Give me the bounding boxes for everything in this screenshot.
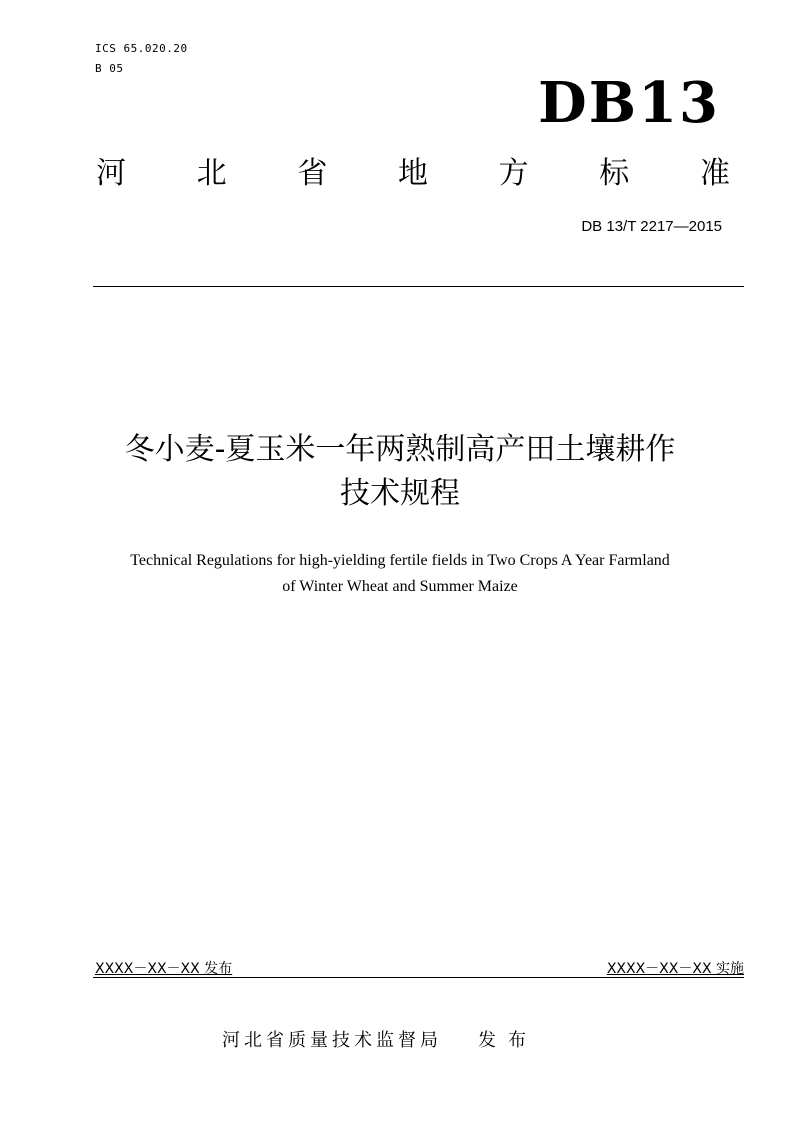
implement-date: XXXX－XX－XX 实施 xyxy=(606,961,744,977)
chinese-title-line: 冬小麦-夏玉米一年两熟制高产田土壤耕作 xyxy=(124,432,676,467)
chinese-title xyxy=(0,428,800,516)
standard-type-char: 方 xyxy=(498,156,529,191)
english-title-line: of Winter Wheat and Summer Maize xyxy=(282,578,518,595)
ics-code: ICS 65.020.20 xyxy=(95,42,188,55)
header-divider xyxy=(93,286,744,287)
english-title-line: Technical Regulations for high-yielding fertile fields in Two Crops A Year Farmland xyxy=(130,552,670,569)
standard-type-char: 河 xyxy=(96,156,126,191)
standard-type-char: 地 xyxy=(397,156,428,191)
chinese-title-line: 技术规程 xyxy=(340,476,460,511)
footer-divider xyxy=(93,977,744,978)
issuer-line xyxy=(222,1028,538,1054)
standard-type-char: 准 xyxy=(699,156,730,191)
standard-type-char: 标 xyxy=(599,156,630,191)
standard-type-char: 省 xyxy=(297,156,328,191)
standard-type-heading xyxy=(96,154,730,194)
issuing-authority: 河北省质量技术监督局 xyxy=(222,1030,442,1051)
standard-code-logo: DB13 xyxy=(538,70,720,136)
publish-date: XXXX－XX－XX 发布 xyxy=(95,961,233,977)
ccs-code: B 05 xyxy=(95,62,124,75)
issue-label: 发布 xyxy=(478,1030,538,1051)
english-title xyxy=(0,548,800,600)
standard-type-char: 北 xyxy=(196,156,227,191)
standard-number: DB 13/T 2217—2015 xyxy=(581,218,722,235)
